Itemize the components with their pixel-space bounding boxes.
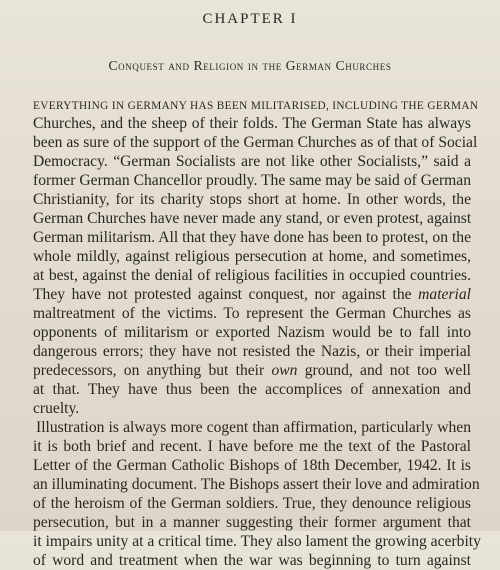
text-line-5: former German Chancellor proudly. The same may be said of German [33, 172, 471, 189]
text-line-13: opponents of militarism or exported Nazism would be to fall into [33, 324, 471, 341]
text-line-22: of the heroism of the German soldiers. True, they denounce religious [33, 495, 471, 512]
text-line-15-start: predecessors, on anything but their [33, 362, 265, 379]
emphasis-own: own [271, 362, 298, 379]
text-line-4: Democracy. “German Socialists are not like other Socialists,” said a [33, 153, 471, 170]
text-line-18: Illustration is always more cogent than affirmation, particularly when [36, 419, 471, 436]
text-line-15-end: ground, and not too well [304, 362, 471, 379]
text-line-1: EVERYTHING IN GERMANY HAS BEEN MILITARISED, INCLUDING THE GERMAN [33, 100, 479, 112]
text-line-7: German Churches have never made any stand, or even protest, against [33, 210, 472, 227]
text-line-24: it impairs unity at a critical time. They also lament the growing acerbity [33, 533, 481, 550]
text-line-2: Churches, and the sheep of their folds. The German State has always [33, 115, 471, 132]
text-line-19: it is both brief and recent. I have before me the text of the Pastoral [33, 438, 471, 455]
chapter-title: Conquest and Religion in the German Churches [108, 58, 392, 73]
text-line-14: dangerous errors; they have not resisted the Nazis, or their imperial [33, 343, 471, 360]
text-line-11-roman: They have not protested against conquest, nor against the [33, 286, 412, 303]
chapter-heading: CHAPTER I [202, 11, 298, 27]
text-line-3: been as sure of the support of the German Churches as of that of Social [33, 134, 478, 151]
text-line-20: Letter of the German Catholic Bishops of 18th December, 1942. It is [33, 457, 471, 474]
text-line-8: German militarism. All that they have done has been to protest, on the [33, 229, 471, 246]
text-line-15 [33, 361, 471, 380]
text-line-10: at best, against the denial of religious facilities in occupied countries. [33, 267, 471, 284]
text-line-17: cruelty. [33, 400, 80, 417]
text-line-11 [33, 285, 471, 304]
text-line-12: maltreatment of the victims. To represent the German Churches as [33, 305, 471, 322]
emphasis-material: material [418, 286, 471, 303]
text-line-9: whole mildly, against religious persecution at home, and sometimes, [33, 248, 471, 265]
text-line-23: persecution, but in a manner suggesting their former argument that [33, 514, 471, 531]
text-line-21: an illuminating document. The Bishops assert their love and admiration [33, 476, 480, 493]
text-line-6: Christianity, for its charity stops short at home. In other words, the [33, 191, 471, 208]
text-line-16: at that. They have thus been the accomplices of annexation and [33, 381, 471, 398]
text-line-25: of word and treatment when the war was beginning to turn against [33, 552, 471, 569]
